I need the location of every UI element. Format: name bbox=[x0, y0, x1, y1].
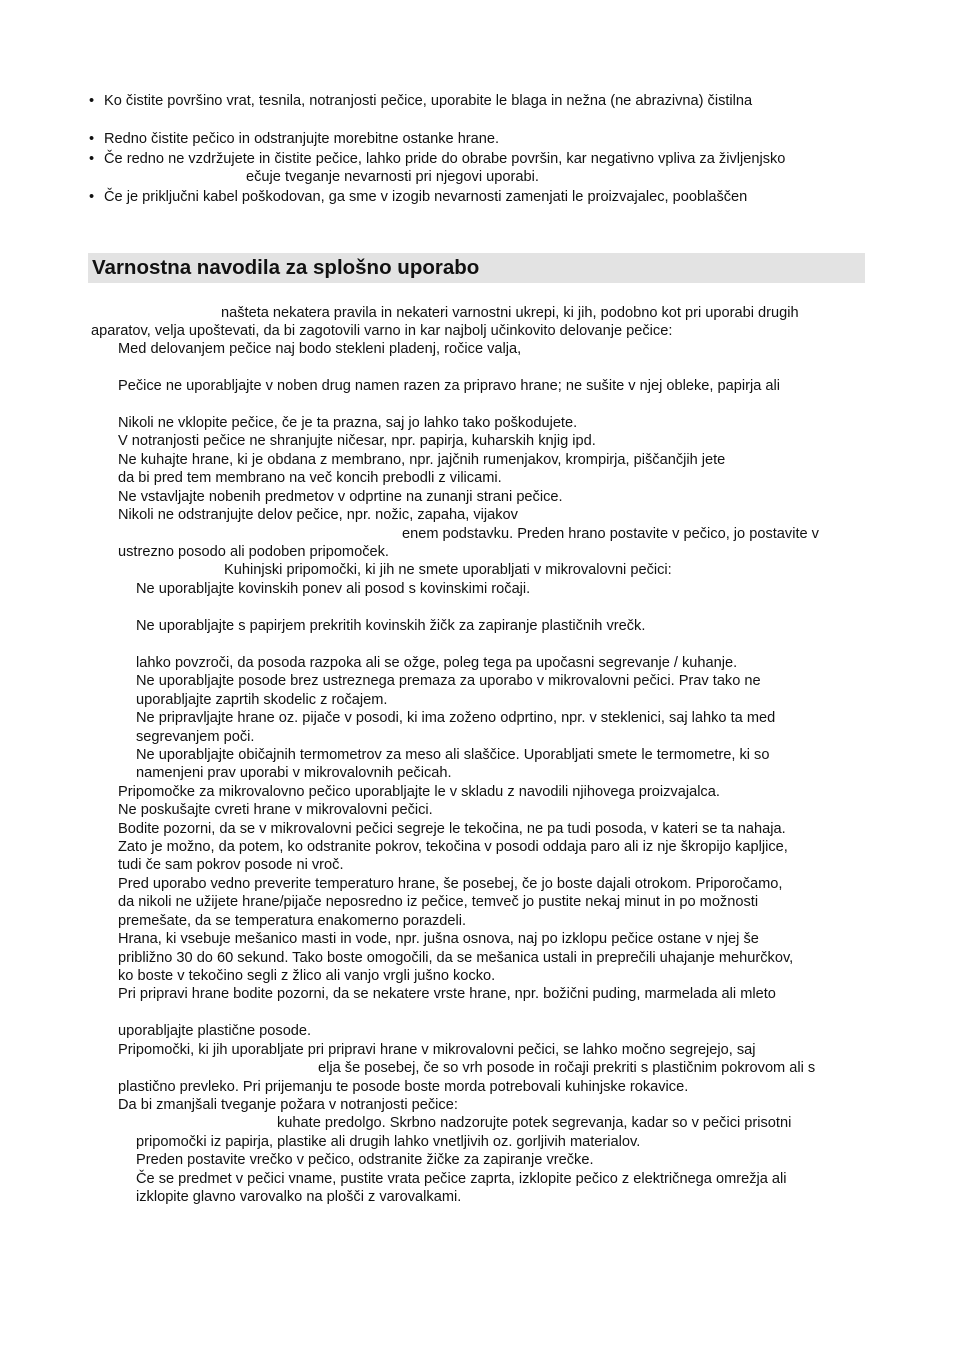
body-line: Nikoli ne odstranjujte delov pečice, npr. nožic, zapaha, vijakov bbox=[118, 507, 518, 523]
body-line: Pripomočki, ki jih uporabljate pri pripravi hrane v mikrovalovni pečici, se lahko močno segrejejo, saj bbox=[118, 1042, 756, 1058]
body-line: Pri pripravi hrane bodite pozorni, da se nekatere vrste hrane, npr. božični puding, marmelada ali mleto bbox=[118, 986, 776, 1002]
bullet-marker: • bbox=[89, 93, 95, 109]
body-line: uporabljajte plastične posode. bbox=[118, 1023, 312, 1039]
body-line: Zato je možno, da potem, ko odstranite pokrov, tekočina v posodi oddaja paro ali iz nje škropijo kapljice, bbox=[118, 839, 788, 855]
body-line: Ne vstavljajte nobenih predmetov v odprtine na zunanji strani pečice. bbox=[118, 489, 563, 505]
body-line: da nikoli ne užijete hrane/pijače neposredno iz pečice, temveč jo pustite nekaj minut in po možnosti bbox=[118, 894, 759, 910]
body-line: premešate, da se temperatura enakomerno porazdeli. bbox=[118, 913, 467, 929]
body-line: Ne pripravljajte hrane oz. pijače v posodi, ki ima zoženo odprtino, npr. v steklenici, saj lahko ta med bbox=[136, 710, 776, 726]
body-line: Ne kuhajte hrane, ki je obdana z membrano, npr. jajčnih rumenjakov, krompirja, piščančjih jete bbox=[118, 452, 726, 468]
body-line: približno 30 do 60 sekund. Tako boste omogočili, da se mešanica ustali in preprečili uhajanje mehurčkov, bbox=[118, 950, 794, 966]
body-line: V notranjosti pečice ne shranjujte ničesar, npr. papirja, kuharskih knjig ipd. bbox=[118, 433, 596, 449]
body-line: našteta nekatera pravila in nekateri varnostni ukrepi, ki jih, podobno kot pri uporabi drugih bbox=[221, 305, 799, 321]
bullet-text: Če redno ne vzdržujete in čistite pečice, lahko pride do obrabe površin, kar negativno vpliva za življenjsko bbox=[104, 151, 786, 167]
bullet-marker: • bbox=[89, 151, 95, 167]
bullet-text: Ko čistite površino vrat, tesnila, notranjosti pečice, uporabite le blaga in nežna (ne abrazivna) čistilna bbox=[104, 93, 753, 109]
bullet-text: Redno čistite pečico in odstranjujte morebitne ostanke hrane. bbox=[104, 131, 500, 147]
body-line: ko boste v tekočino segli z žlico ali vanjo vrgli jušno kocko. bbox=[118, 968, 496, 984]
bullet-marker: • bbox=[89, 131, 95, 147]
body-line: Da bi zmanjšali tveganje požara v notranjosti pečice: bbox=[118, 1097, 458, 1113]
body-line: Ne uporabljajte kovinskih ponev ali posod s kovinskimi ročaji. bbox=[136, 581, 531, 597]
body-line: Preden postavite vrečko v pečico, odstranite žičke za zapiranje vrečke. bbox=[136, 1152, 594, 1168]
body-line: Pred uporabo vedno preverite temperaturo hrane, še posebej, če jo boste dajali otrokom. Priporočamo, bbox=[118, 876, 783, 892]
body-line: kuhate predolgo. Skrbno nadzorujte potek segrevanja, kadar so v pečici prisotni bbox=[277, 1115, 792, 1131]
body-line: da bi pred tem membrano na več koncih prebodli z vilicami. bbox=[118, 470, 502, 486]
body-line: izklopite glavno varovalko na plošči z varovalkami. bbox=[136, 1189, 462, 1205]
section-heading-bar bbox=[88, 253, 865, 283]
body-line: elja še posebej, če so vrh posode in ročaji prekriti s plastičnim pokrovom ali s bbox=[318, 1060, 816, 1076]
section-heading: Varnostna navodila za splošno uporabo bbox=[92, 256, 480, 279]
body-line: segrevanjem poči. bbox=[136, 729, 255, 745]
body-line: Če se predmet v pečici vname, pustite vrata pečice zaprta, izklopite pečico z električnega omrežja ali bbox=[136, 1171, 787, 1187]
body-line: lahko povzroči, da posoda razpoka ali se ožge, poleg tega pa upočasni segrevanje / kuhanje. bbox=[136, 655, 738, 671]
bullet-text: Če je priključni kabel poškodovan, ga sme v izogib nevarnosti zamenjati le proizvajalec, pooblaščen bbox=[104, 189, 748, 205]
body-line: aparatov, velja upoštevati, da bi zagotovili varno in kar najbolj učinkovito delovanje pečice: bbox=[91, 323, 673, 339]
body-line: Ne uporabljajte s papirjem prekritih kovinskih žičk za zapiranje plastičnih vrečk. bbox=[136, 618, 646, 634]
body-line: Pečice ne uporabljajte v noben drug namen razen za pripravo hrane; ne sušite v njej obleke, papirja ali bbox=[118, 378, 780, 394]
body-line: namenjeni prav uporabi v mikrovalovnih pečicah. bbox=[136, 765, 452, 781]
body-line: Ne uporabljajte običajnih termometrov za meso ali slaščice. Uporabljati smete le termometre, ki so bbox=[136, 747, 770, 763]
body-line: Ne uporabljajte posode brez ustreznega premaza za uporabo v mikrovalovni pečici. Prav tako ne bbox=[136, 673, 761, 689]
body-line: pripomočki iz papirja, plastike ali drugih lahko vnetljivih oz. gorljivih materialov. bbox=[136, 1134, 641, 1150]
body-line: Hrana, ki vsebuje mešanico masti in vode, npr. jušna osnova, naj po izklopu pečice ostane v njej še bbox=[118, 931, 759, 947]
body-line: Ne poskušajte cvreti hrane v mikrovalovni pečici. bbox=[118, 802, 433, 818]
body-line: uporabljajte zaprtih skodelic z ročajem. bbox=[136, 692, 388, 708]
bullet-marker: • bbox=[89, 189, 95, 205]
body-line: tudi če sam pokrov posode ni vroč. bbox=[118, 857, 344, 873]
body-line: Med delovanjem pečice naj bodo stekleni pladenj, ročice valja, bbox=[118, 341, 522, 357]
body-line: plastično prevleko. Pri prijemanju te posode boste morda potrebovali kuhinjske rokavice. bbox=[118, 1079, 689, 1095]
body-line: Bodite pozorni, da se v mikrovalovni pečici segreje le tekočina, ne pa tudi posoda, v kateri se ta nahaja. bbox=[118, 821, 786, 837]
body-line: ustrezno posodo ali podoben pripomoček. bbox=[118, 544, 389, 560]
body-line: Pripomočke za mikrovalovno pečico uporabljajte le v skladu z navodili njihovega proizvajalca. bbox=[118, 784, 720, 800]
body-line: enem podstavku. Preden hrano postavite v pečico, jo postavite v bbox=[402, 526, 819, 542]
body-line: Nikoli ne vklopite pečice, če je ta prazna, saj jo lahko tako poškodujete. bbox=[118, 415, 578, 431]
bullet-text-continuation: ečuje tveganje nevarnosti pri njegovi uporabi. bbox=[246, 169, 539, 185]
body-line: Kuhinjski pripomočki, ki jih ne smete uporabljati v mikrovalovni pečici: bbox=[224, 562, 672, 578]
